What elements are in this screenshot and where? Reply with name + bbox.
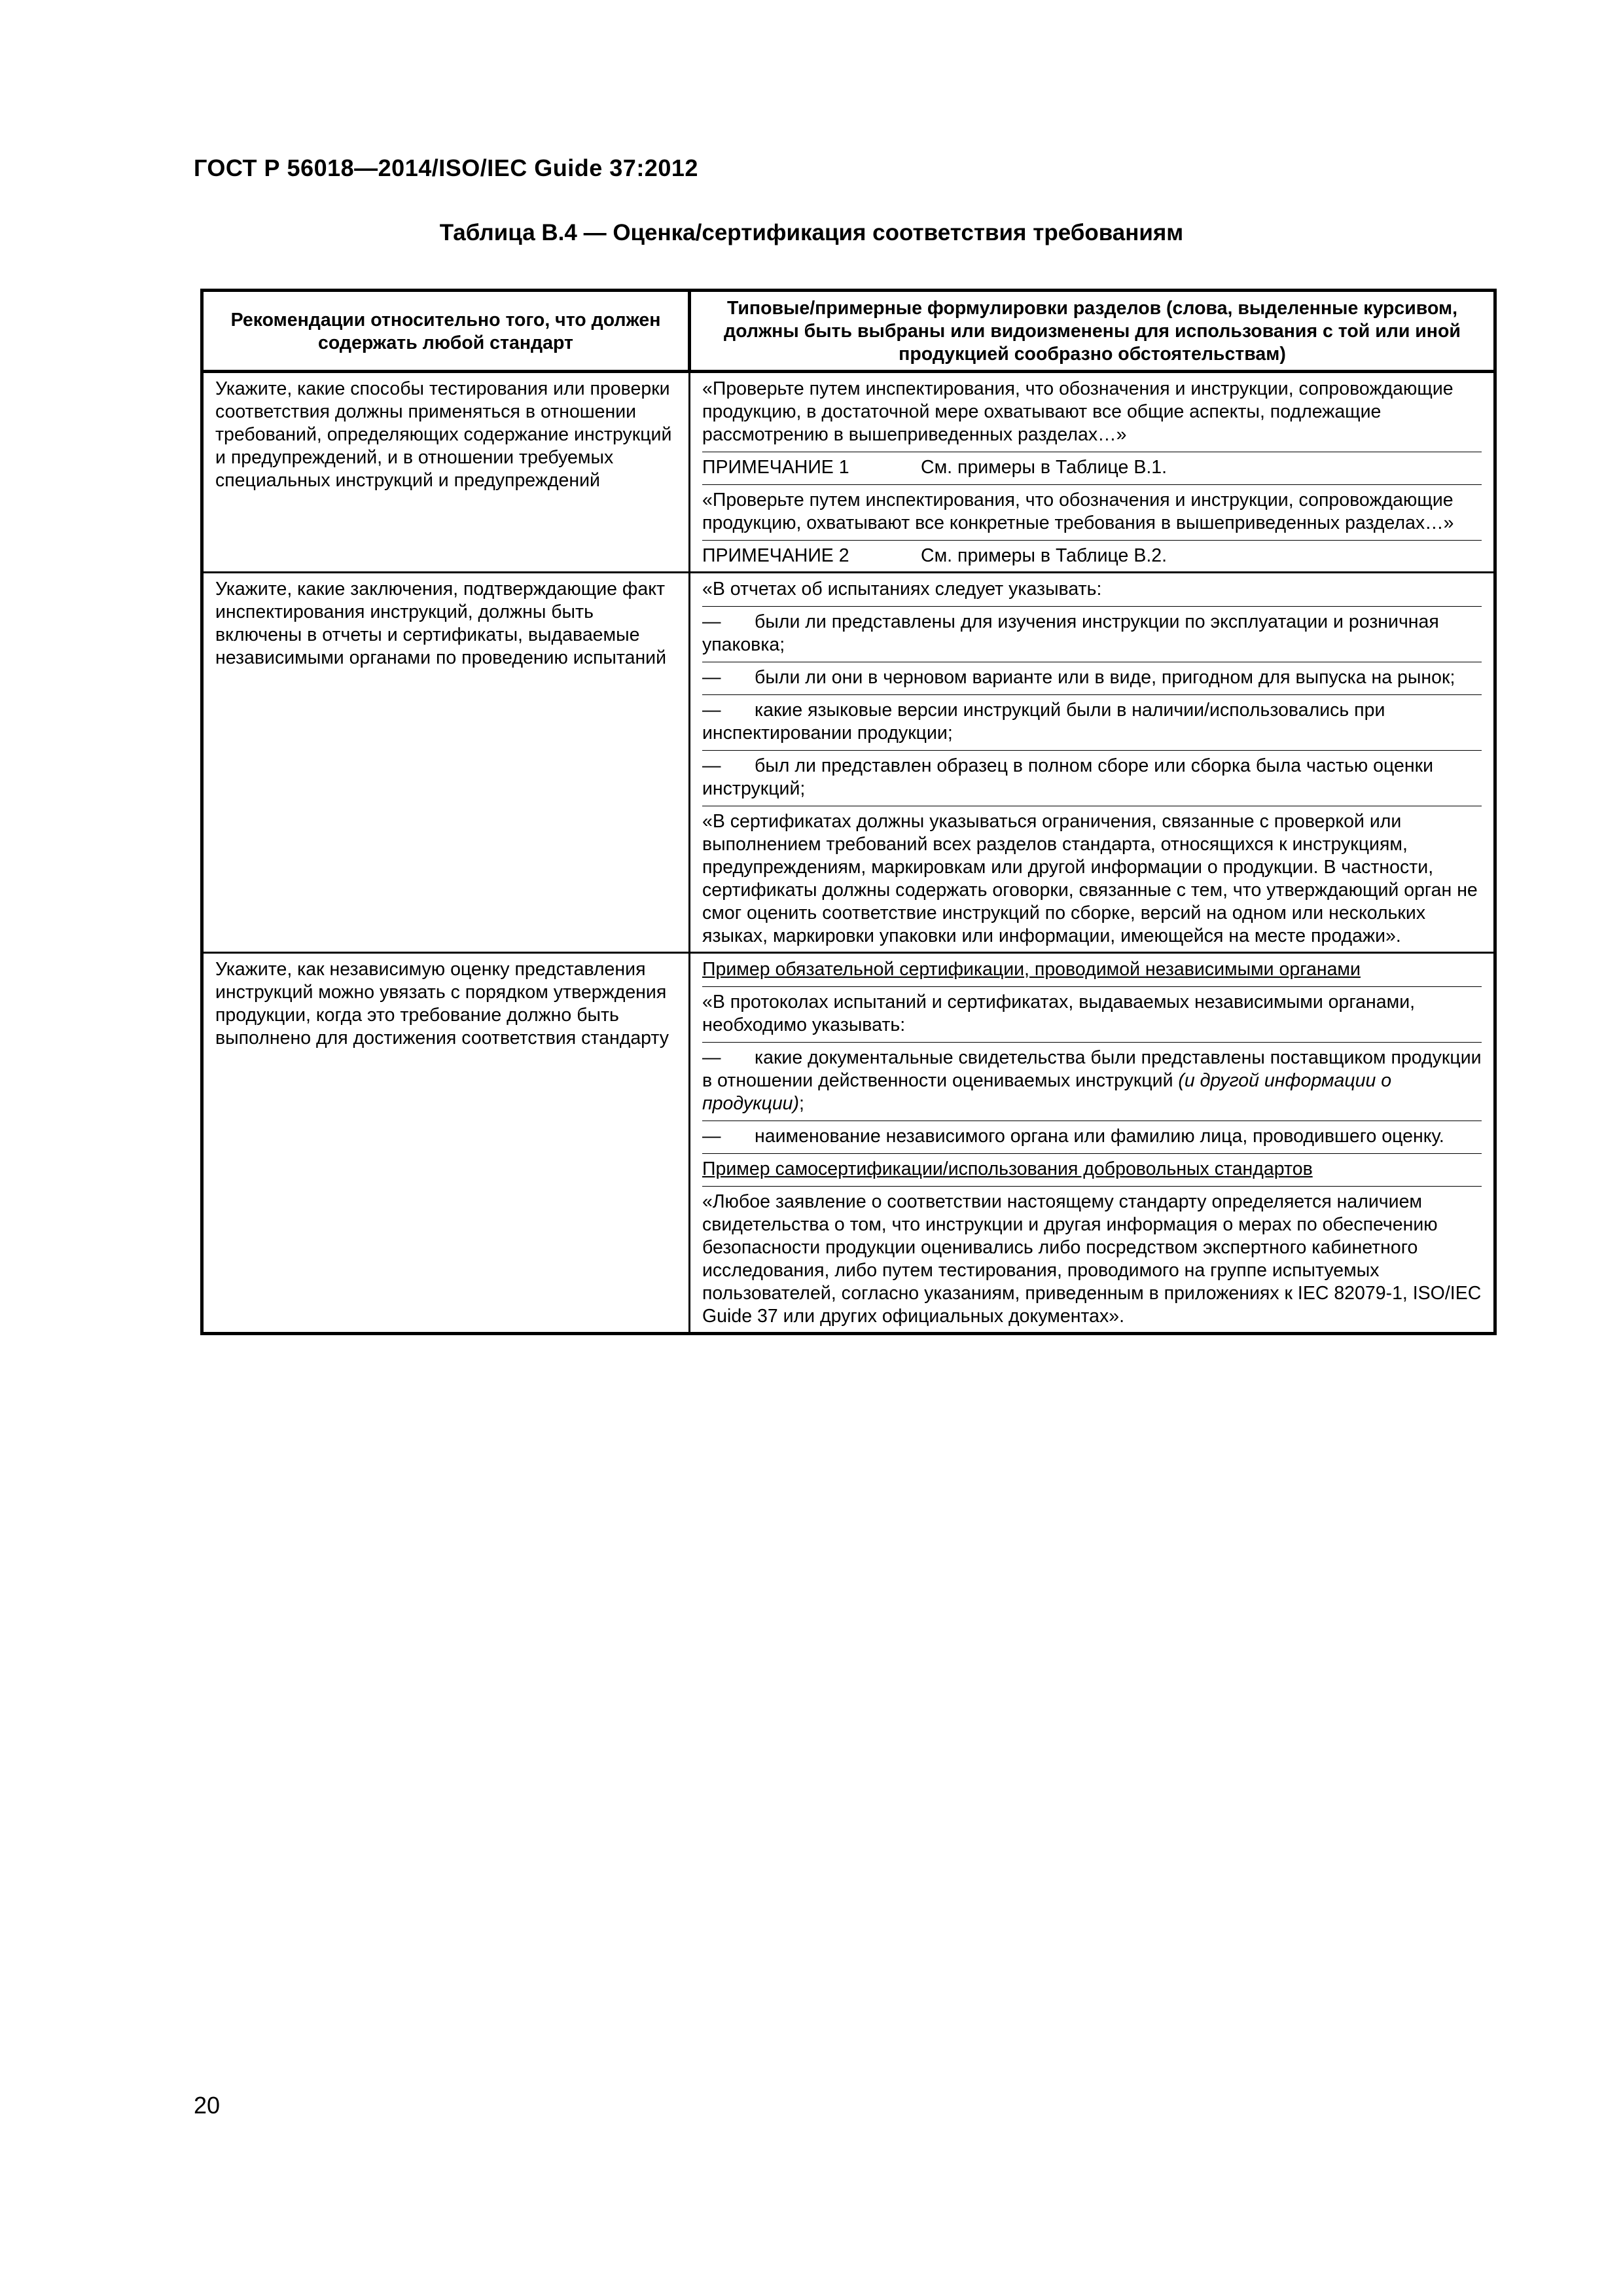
list-item-text: был ли представлен образец в полном сборе или сборка была частью оценки инструкций; bbox=[702, 755, 1434, 799]
row-1-recommendation: Укажите, какие способы тестирования или проверки соответствия должны применяться в отношении требований, определяющих содержание инструкций и предупреждений, и в отношении требуемых специальных инструкций и предупреждений bbox=[202, 372, 690, 573]
dash-marker: — bbox=[702, 755, 721, 776]
list-item-text: были ли представлены для изучения инструкции по эксплуатации и розничная упаковка; bbox=[702, 611, 1439, 655]
list-item bbox=[702, 755, 1482, 806]
list-item bbox=[702, 611, 1482, 662]
list-item bbox=[702, 699, 1482, 751]
row-2-wording bbox=[690, 573, 1495, 953]
note-text: См. примеры в Таблице В.1. bbox=[921, 457, 1168, 478]
list-item bbox=[702, 1125, 1482, 1154]
note-label: ПРИМЕЧАНИЕ 2 bbox=[702, 545, 849, 566]
paragraph: «В протоколах испытаний и сертификатах, выдаваемых независимыми органами, необходимо указывать: bbox=[702, 991, 1482, 1043]
dash-marker: — bbox=[702, 700, 721, 721]
dash-marker: — bbox=[702, 667, 721, 688]
example-heading-text: Пример обязательной сертификации, проводимой независимыми органами bbox=[702, 959, 1361, 980]
column-header-recommendations: Рекомендации относительно того, что должен содержать любой стандарт bbox=[202, 291, 690, 372]
row-3-recommendation: Укажите, как независимую оценку представления инструкций можно увязать с порядком утверждения продукции, когда это требование должно быть выполнено для достижения соответствия стандарту bbox=[202, 953, 690, 1334]
paragraph: «В отчетах об испытаниях следует указывать: bbox=[702, 578, 1482, 607]
paragraph: «Проверьте путем инспектирования, что обозначения и инструкции, сопровождающие продукцию, охватывают все конкретные требования в вышеприведенных разделах…» bbox=[702, 489, 1482, 541]
list-item-text: наименование независимого органа или фамилию лица, проводившего оценку. bbox=[755, 1126, 1444, 1147]
row-3-wording bbox=[690, 953, 1495, 1334]
table-row bbox=[202, 953, 1495, 1334]
row-2-recommendation: Укажите, какие заключения, подтверждающие факт инспектирования инструкций, должны быть включены в отчеты и сертификаты, выдаваемые независимыми органами по проведению испытаний bbox=[202, 573, 690, 953]
list-item-text: какие документальные свидетельства были представлены поставщиком продукции в отношении действенности оцениваемых инструкций bbox=[702, 1047, 1482, 1091]
table-title: Таблица В.4 — Оценка/сертификация соответствия требованиям bbox=[439, 220, 1184, 245]
list-item bbox=[702, 666, 1482, 695]
document-header: ГОСТ Р 56018—2014/ISO/IEC Guide 37:2012 bbox=[194, 154, 698, 181]
table-row bbox=[202, 573, 1495, 953]
note-text: См. примеры в Таблице В.2. bbox=[921, 545, 1168, 566]
list-item-text-end: ; bbox=[799, 1093, 804, 1114]
list-item-italic-text: (и другой информации о продукции) bbox=[702, 1070, 1392, 1114]
example-heading bbox=[702, 958, 1482, 987]
paragraph: «Проверьте путем инспектирования, что обозначения и инструкции, сопровождающие продукцию, в достаточной мере охватывают все общие аспекты, подлежащие рассмотрению в вышеприведенных разделах…» bbox=[702, 378, 1482, 452]
paragraph: «Любое заявление о соответствии настоящему стандарту определяется наличием свидетельства о том, что инструкции и другая информация о мерах по обеспечению безопасности продукции оценивались либо посредством экспертного кабинетного исследования, либо путем тестирования, проводимого на группе испытуемых пользователей, согласно указаниям, приведенным в приложениях к IEC 82079-1, ISO/IEC Guide 37 или других официальных документах». bbox=[702, 1191, 1482, 1327]
paragraph: «В сертификатах должны указываться ограничения, связанные с проверкой или выполнением требований всех разделов стандарта, относящихся к инструкциям, предупреждениям, маркировкам или другой информации о продукции. В частности, сертификаты должны содержать оговорки, связанные с тем, что утверждающий орган не смог оценить соответствие инструкций по сборке, версий на одном или нескольких языках, маркировки упаковки или информации, имеющейся на месте продажи». bbox=[702, 811, 1478, 946]
row-1-wording bbox=[690, 372, 1495, 573]
dash-marker: — bbox=[702, 1126, 721, 1147]
list-item-text: какие языковые версии инструкций были в наличии/использовались при инспектировании продукции; bbox=[702, 700, 1385, 744]
dash-marker: — bbox=[702, 611, 721, 632]
table-header-row bbox=[202, 291, 1495, 372]
page-number: 20 bbox=[194, 2092, 221, 2119]
note bbox=[702, 456, 1482, 485]
column-header-wording: Типовые/примерные формулировки разделов (слова, выделенные курсивом, должны быть выбраны или видоизменены для использования с той или иной продукцией сообразно обстоятельствам) bbox=[690, 291, 1495, 372]
dash-marker: — bbox=[702, 1047, 721, 1068]
note bbox=[702, 545, 1482, 569]
list-item-text: были ли они в черновом варианте или в виде, пригодном для выпуска на рынок; bbox=[755, 667, 1455, 688]
example-heading bbox=[702, 1158, 1482, 1187]
note-label: ПРИМЕЧАНИЕ 1 bbox=[702, 457, 849, 478]
assessment-table bbox=[200, 289, 1497, 1335]
example-heading-text: Пример самосертификации/использования добровольных стандартов bbox=[702, 1158, 1313, 1179]
list-item bbox=[702, 1047, 1482, 1121]
table-row bbox=[202, 372, 1495, 573]
